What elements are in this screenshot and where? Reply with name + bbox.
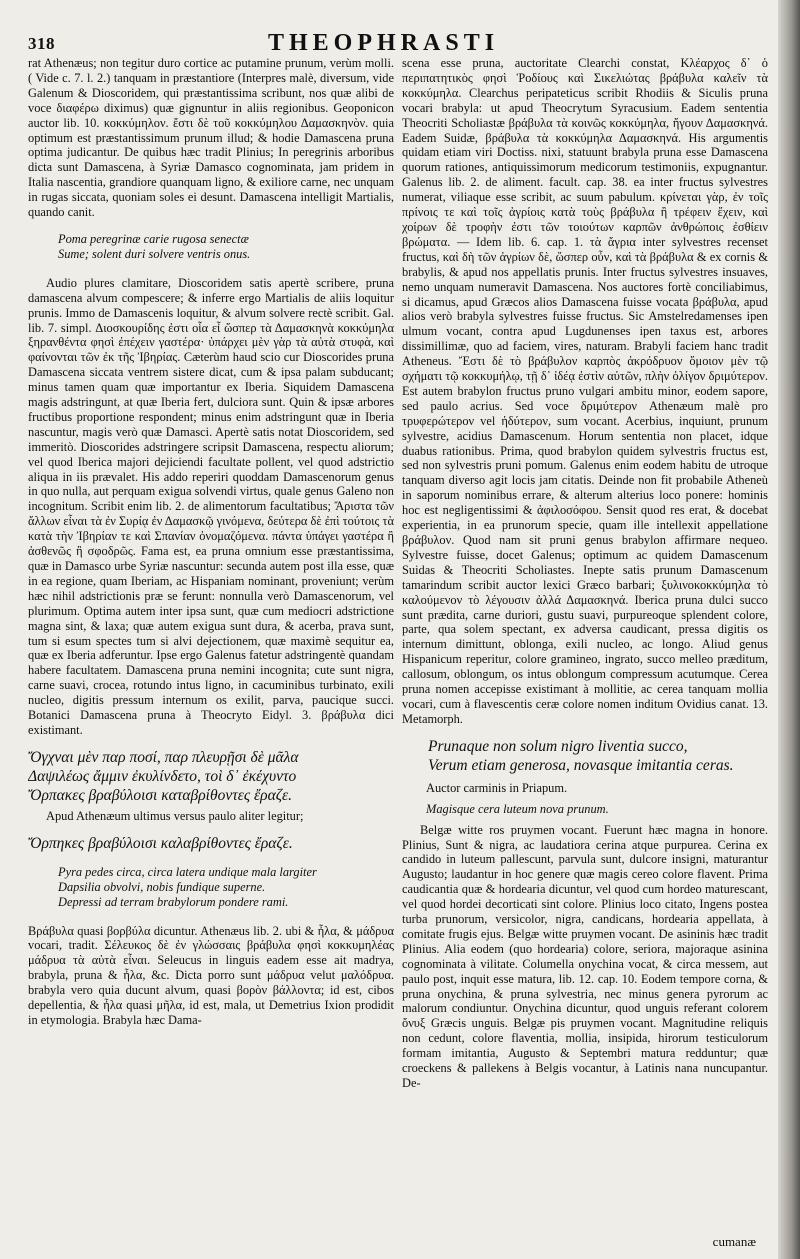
right-column bbox=[402, 56, 768, 1251]
ovid-verse bbox=[428, 737, 768, 775]
left-column bbox=[28, 56, 394, 1251]
right-paragraph-1: scena esse pruna, auctoritate Clearchi constat, Κλέαρχος δ᾽ ὁ περιπατητικὸς φησὶ Ῥοδίους καὶ Σικελιώτας βράβυλα καλεῖν τὰ κοκκύμηλα. Clearchus peripateticus scribit Rhodiis & Siculis pruna vocari brabyla: ut apud Theocrytum Syracusium. Eadem sententia Theocriti Scholiastæ βράβυλα τὰ κοινῶς κοκκύμηλα, ἤγουν Δαμασκηνά. Eadem Suidæ, βράβυλα τὰ κοκκύμηλα Δαμασκηνά. His argumentis quidam etiam viri Doctiss. nixi, statuunt brabyla pruna esse Damascena quorum rationes, antiquissimorum medicorum testimoniis, expugnantur. Galenus lib. 2. de aliment. facult. cap. 38. ea inter fructus sylvestres numerat, viliaque esse scribit, ac suum pabulum. κρίνεται γὰρ, ἐν τοῖς πρίνοις τε καὶ τοῖς ἀγρίοις κατὰ τοὺς βράβυλα ἢ τρέφειν ἔχειν, καὶ χοίρων δὲ τροφὴν ἐστι τῶν τοιούτων καρπῶν ἀνθρώποις ἐσθίειν βρώματα. — Idem lib. 6. cap. 1. τὰ ἄγρια inter sylvestres recenset fructus, καὶ δὴ τῶν ἀγρίων δὲ, ὥσπερ οὖν, καὶ τὰ βράβυλα & ex cornis & brabylis, & apud nos appellatis prunis. Inter fructus sylvestres insuaves, nemo unquam numeravit Damascena. Nos auctores fortè conciliabimus, si dicamus, apud Græcos alios Damascena fuisse vocata βράβυλα, apud alios verò brabyla sylvestres fuisse fructus. Sic Amstelredamenses ipen ulmum vocant, contra apud Lugdunenses ipen taxus est, arbores dissimillimæ, quo ad faciem, vires, naturam. Brabyli faciem hanc tradit Atheneus. Ἔστι δὲ τὸ βράβυλον καρπὸς ἀκρόδρυον ὅμοιον μὲν τῷ σχήματι τῷ κοκκυμήλῳ, τῇ δ᾽ ἰδέᾳ ἐστὶν αὐτῶν, πλὴν ὀλίγον δριμύτερον. Est autem brabylon fructus pruno vulgari ambitu minor, eodem sapore, sed paulo acrius. Sed voce δριμύτερον Athenæum malè pro τρυφερώτερον vel ἡδύτερον, sum vocant. Acerbius, inquiunt, prunum sylvestre, acidius Damascenum. Horum sententia non placet, idque duabus rationibus. Prima, quod brabylon quidem sylvestris fructus est, sed non sylvestris pruni pomum. Galenus enim eodem habitu de utroque tanquam diverso agit locis jam citatis. Deinde non fit probabile Atheneù in saporum nominibus errare, & alterum alterius loco ponere: hominis hoc est negligentissimi & ἀφιλοσόφου. Sensit quod res erat, & docebat experientia, in ea prunorum specie, quam ille intellexit appellatione βράβυλον. Quod nam sit pruni genus brabylon affirmare nequeo. Sylvestre fuisse, docet Galenus; optimum ac quidem Damascenum Suidas & Theocriti Scholiastes. Inepte satis prunum Damascenum tamarindum scribit auctor lexici Græco barbari; ξυλινοκοκκύμηλα τὸ καλούμενον τὸ λέγουσιν ἀλλά Δαμασκηνά. Iberica pruna dulci succo sunt prædita, carne duriori, gustu suavi, purpureoque splendent colore, parte, qua solem spectant, ex adversa caudicant, pressa digitis os internum dimittunt, oblonga, exili nucleo, ac longo. Aliud genus Hispanicum reperitur, colore gramineo, ingrato, succo melleo præditum, callosum, oblongum, os intus oblongum compressum acutumque. Cerea pruna nomen accepisse existimant à mollitie, ac cerea tanquam mollia vocari, cum à flavescentis ceræ colore nomen inditum Ovidius canat. 13. Metamorph. bbox=[402, 56, 768, 726]
athenaeus-greek-verse bbox=[28, 834, 394, 853]
greek-verse-line: Δαψιλέως ἄμμιν ἐκυλίνδετο, τοὶ δ᾽ ἐκέχυντο bbox=[28, 767, 297, 785]
verse-line: Depressi ad terram brabylorum pondere rami. bbox=[58, 894, 289, 909]
verse-line: Sume; solent duri solvere ventris onus. bbox=[58, 246, 251, 261]
right-paragraph-2: Belgæ witte ros pruymen vocant. Fuerunt hæc magna in honore. Plinius, Sunt & nigra, ac laudatiora cerina atque purpurea. Cerina ex candido in luteum pallescunt, parvula sunt, dulcore insigni, maturantur Augusto; laudantur in hoc genere quæ magis cereo colore flavent. Prima caudicantia quæ & hordearia dicuntur, vel quod cum hordeo maturescant, vel quod hordei decorticati sint colore. Plinius loco citato, Ingens postea turba prunorum, versicolor, nigra, candicans, hordearia appellata, à comitate frugis ejus. Belgæ witte pruymen vocant. De asininis hæc tradit Plinius. Alia eodem (quo hordearia) colore, seriora, majoraque asinina cognominata à vilitate. Columella onychina vocat, & circa messem, aut paulo post, inquit esse matura, lib. 12. cap. 10. Eodem tempore corna, & pruna onychina, & pruna sylvestria, nec minus genera pyrorum ac malorum condiuntur. Onychina dicuntur, quod unguis referant colorem ὄνυξ Græcis unguis. Belgæ pis pruymen vocant. Magnitudine reliquis non cedunt, colore flaventia, mollia, insipida, hirorum testiculorum formam imitantia, Augusto & Septembri matura redduntur; quæ croeckens & pallekens à Belgis vocantur, à Latinis nana nuncupantur. De- bbox=[402, 822, 768, 1090]
priapum-attribution: Auctor carminis in Priapum. bbox=[426, 780, 568, 795]
verse-line: Prunaque non solum nigro liventia succo, bbox=[428, 737, 688, 755]
verse-line: Poma peregrinæ carie rugosa senectæ bbox=[58, 231, 249, 246]
running-head: THEOPHRASTI bbox=[268, 30, 500, 56]
priapum-verse: Magisque cera luteum nova prunum. bbox=[426, 801, 609, 816]
page-gutter-shadow bbox=[778, 0, 800, 1259]
latin-translation-verse bbox=[58, 865, 394, 910]
left-paragraph-3: Apud Athenæum ultimus versus paulo aliter legitur; bbox=[46, 808, 304, 823]
greek-verse-line: Ὄγχναι μὲν παρ ποσί, παρ πλευρῇσι δὲ μᾶλα bbox=[28, 748, 299, 766]
left-paragraph-1: rat Athenæus; non tegitur duro cortice ac putamine prunum, verùm molli. ( Vide c. 7. l. 2.) tanquam in præstantiore (Interpres malè, diversum, vide Galenum & Dioscoridem, qui præstantissima scribunt, nos quæ alibi de voce διαφέρω diximus) quæ gignuntur in aliis regionibus. Geoponicon auctor lib. 10. κοκκύμηλον. ἔστι δὲ τοῦ κοκκύμηλου Δαμασκηνὸν. quia optimum est præstantissimum prunum illud; & hodie Damascena pruna optima judicantur. De quibus hæc tradit Plinius; In peregrinis arboribus dicta sunt Damascena, à Syriæ Damasco cognominata, jam pridem in Italia nascentia, grandiore quanquam ligno, & exiliore carne, nec unquam in rugas siccata, quoniam soles ei desunt. Damascena intelligit Martialis, quando canit. bbox=[28, 56, 394, 220]
left-paragraph-4: Βράβυλα quasi βορβύλα dicuntur. Athenæus lib. 2. ubi & ἦλα, & μάδρυα vocari, tradit. Σέλευκος δὲ ἐν γλώσσαις βράβυλα φησὶ κοκκυμηλέας μάδρυα τὰ αὐτὰ εἶναι. Seleucus in linguis eadem esse ait madrya, brabyla, pruna & ἦλα, &c. Dicta porro sunt μάδρυα velut μαλόδρυα. brabyla vero quia ducunt alvum, quasi βορὸν βάλλοντα; id est, cibos depellentia, & ἦλα quasi μῆλα, id est, mala, ut Demetrius Ixion prodidit in etymologia. Brabyla hæc Dama- bbox=[28, 923, 394, 1027]
page-number: 318 bbox=[28, 34, 55, 53]
greek-verse-line: Ὄρπηκες βραβύλοισι καλαβρίθοντες ἔραζε. bbox=[28, 834, 293, 852]
verse-line: Pyra pedes circa, circa latera undique mala largiter bbox=[58, 864, 317, 879]
theocritus-greek-verse bbox=[28, 748, 394, 805]
left-paragraph-2: Audio plures clamitare, Dioscoridem satis apertè scribere, pruna damascena alvum compescere; & inferre ergo Martialis de aliis loquitur prunis. Immo de Damascenis loquitur, & alvum solvere rectè scribit. Gal. lib. 7. simpl. Διοσκουρίδης ἐστι οἷα εἶ ὥσπερ τὰ Δαμασκηνὰ κοκκύμηλα ξηρανθέντα φησὶ ἐπέχειν γαστέρα· ὑπάρχει μὲν γὰρ τὰ αὐτὰ στυφὰ, καὶ φαίνονται τῶν ἐκ τῆς Ἰβηρίας. Cæterùm haud scio cur Dioscorides pruna Damascena siccata ventrem sistere dicat, cum & ipsa palam subducant; minus tamen quam quæ importantur ex Iberia. Siquidem Damascena magis adstringunt, at quæ Iberia fert, dulciora sunt. Quin & ipsæ arbores fructibus proportione respondent; minus enim adstringunt quæ in Iberia nascuntur, magis verò quæ Damasci. Apertè satis notat Dioscoridem, sed immeritò. Dioscorides adstringere scripsit Damascena, respectu aliorum; vel quod Iberica majori dejiciendi facultate pollent, vel quod adstrictio aliqua in iis prævalet. His addo reperiri quoddam Damascenorum genus in quo nulla, aut perquam exigua solvendi virtus, quale genus Galeno non incognitum. Scribit enim lib. 2. de alimentorum facultatibus; Ἄριστα τῶν ἄλλων εἶναι τὰ ἐν Συρίᾳ ἐν Δαμασκῷ γινόμενα, δεύτερα δὲ ἐπὶ τούτοις τὰ κατὰ τὴν Ἰβηρίαν τε καὶ Σπανίαν ὀνομαζόμενα. πάντα ὑπάγει γαστέρα ἢ ἀσθενῶς ἢ σφοδρῶς. Fama est, ea pruna omnium esse præstantissima, quæ in Damasco urbe Syriæ nascuntur: secunda autem post illa esse, quæ in ea regione, quam Iberiam, ac Hispaniam nominant, proveniunt; verùm hæc nihil adstrictionis præ se ferunt: nonnulla verò Damascenorum, vel plurimum. Optima autem inter ipsa sunt, quæ cum mediocri adstrictione magna sint, & laxa; quæ autem exigua sunt dura, & acerba, prava sunt, tum si esum spectes tum si alvi dejectionem, quæ maximè sequitur ea, quæ ex Iberia adferuntur. Ipse ergo Galenus fatetur adstringentè quandam habere facultatem. Damascena pruna nemini incognita; cute sunt nigra, carne suavi, crocea, rotundo intus ligno, in cacuminibus turbinato, exili nucleo, digitis pressum internum os exilit, parva, paucique succi. Botanici Damascena pruna à Theocryto Eidyl. 3. βράβυλα dici existimant. bbox=[28, 275, 394, 737]
martial-verse bbox=[58, 232, 394, 262]
verse-line: Dapsilia obvolvi, nobis fundique superne. bbox=[58, 879, 266, 894]
catchword: cumanæ bbox=[712, 1234, 756, 1249]
verse-line: Verum etiam generosa, novasque imitantia ceras. bbox=[428, 756, 734, 774]
greek-verse-line: Ὄρπακες βραβύλοισι καταβρίθοντες ἔραζε. bbox=[28, 786, 292, 804]
